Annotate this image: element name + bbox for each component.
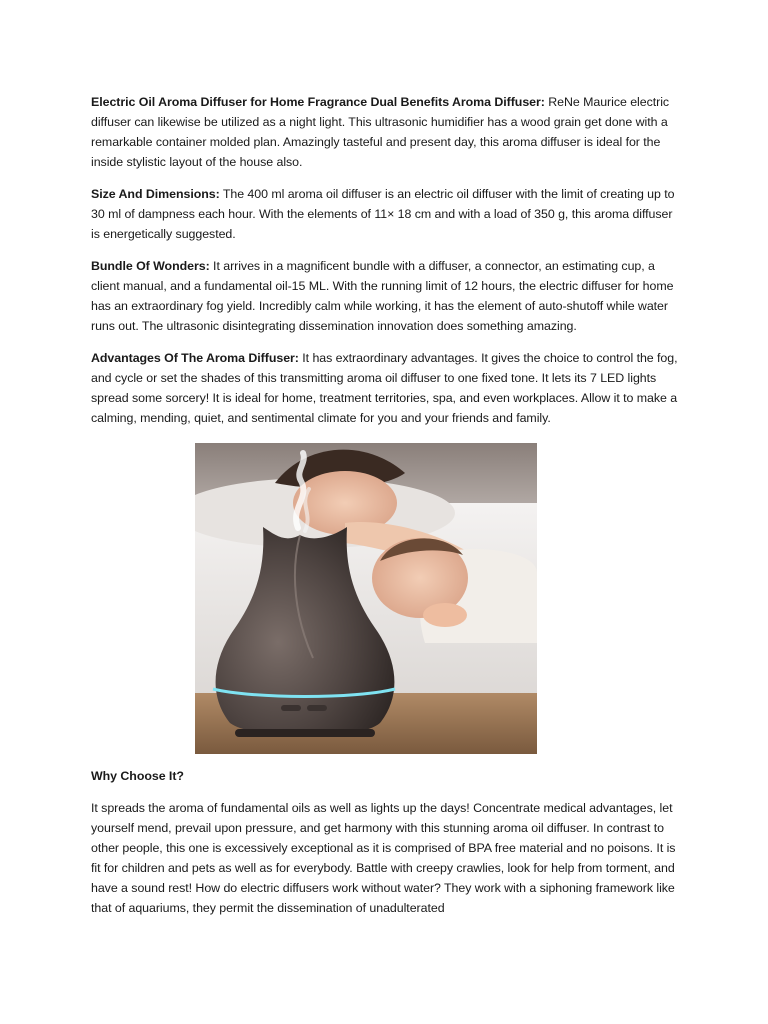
- paragraph-text: ReNe Maurice electric diffuser can likewise be utilized as a night light. This ultrasonic humidifier has a wood grain get done with a remarkable container molded plan. Amazingly tasteful and present day, this aroma diffuser is ideal for the inside stylistic layout of the house also.: [91, 95, 670, 169]
- article-body: [91, 92, 683, 440]
- paragraph-text: It arrives in a magnificent bundle with a diffuser, a connector, an estimating cup, a client manual, and a fundamental oil-15 ML. With the running limit of 12 hours, the electric diffuser for home has an extraordinary fog yield. Incredibly calm while working, it has the element of auto-shutoff while water runs out. The ultrasonic disintegrating dissemination innovation does something amazing.: [91, 259, 674, 333]
- diffuser-illustration: [195, 443, 537, 754]
- why-section: [91, 766, 683, 930]
- paragraph-intro: [91, 92, 683, 172]
- paragraph-text: The 400 ml aroma oil diffuser is an electric oil diffuser with the limit of creating up to 30 ml of dampness each hour. With the elements of 11× 18 cm and with a load of 350 g, this aroma diffuser is energetically suggested.: [91, 187, 675, 241]
- control-button: [281, 705, 301, 711]
- baby-hand: [423, 603, 467, 627]
- control-button: [307, 705, 327, 711]
- paragraph-lead: Advantages Of The Aroma Diffuser:: [91, 351, 299, 365]
- diffuser-base: [235, 729, 375, 737]
- paragraph-lead: Electric Oil Aroma Diffuser for Home Fragrance Dual Benefits Aroma Diffuser:: [91, 95, 545, 109]
- paragraph-size: [91, 184, 683, 244]
- section-heading: Why Choose It?: [91, 769, 184, 783]
- paragraph-text: It has extraordinary advantages. It gives the choice to control the fog, and cycle or set the shades of this transmitting aroma oil diffuser to one fixed tone. It lets its 7 LED lights spread some sorcery! It is ideal for home, treatment territories, spa, and even workplaces. Allow it to make a calming, mending, quiet, and sentimental climate for you and your friends and family.: [91, 351, 678, 425]
- why-paragraph: It spreads the aroma of fundamental oils as well as lights up the days! Concentrate medical advantages, let yourself mend, prevail upon pressure, and get harmony with this stunning aroma oil diffuser. In contrast to other people, this one is excessively exceptional as it is comprised of BPA free material and no poisons. It is fit for children and pets as well as for everybody. Battle with creepy crawlies, look for help from torment, and have a sound rest! How do electric diffusers work without water? They work with a siphoning framework like that of aquariums, they permit the dissemination of unadulterated: [91, 801, 676, 915]
- paragraph-advantages: [91, 348, 683, 428]
- paragraph-lead: Bundle Of Wonders:: [91, 259, 210, 273]
- paragraph-lead: Size And Dimensions:: [91, 187, 220, 201]
- product-photo: [195, 443, 537, 754]
- paragraph-bundle: [91, 256, 683, 336]
